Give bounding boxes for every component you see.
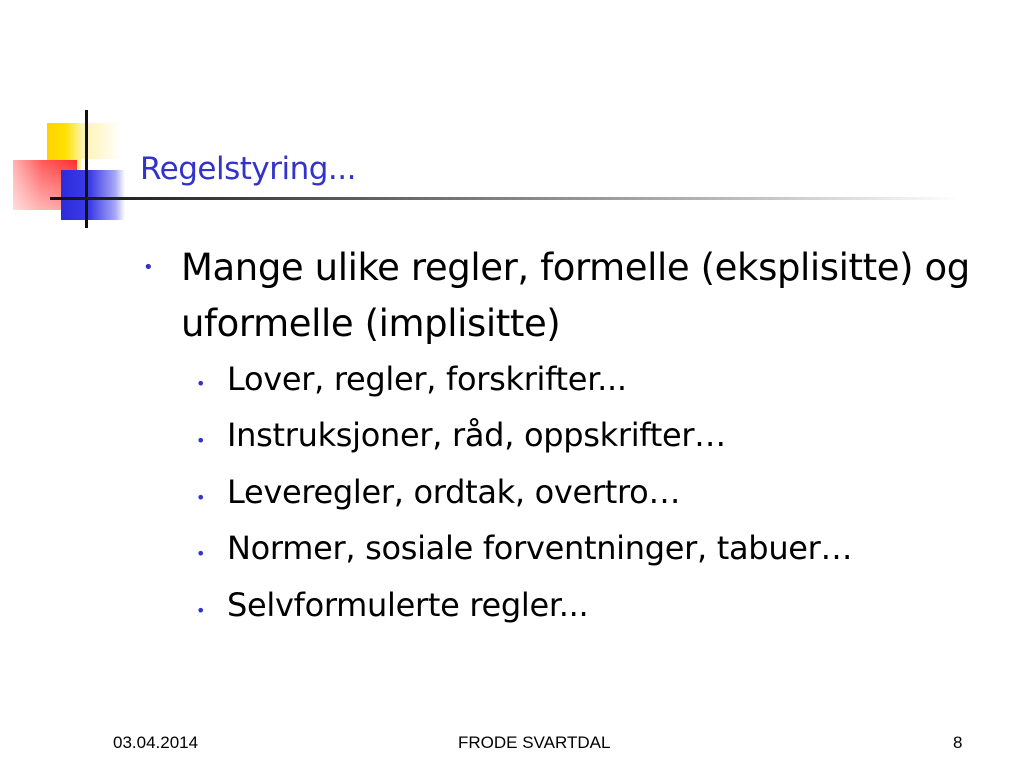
bullet-icon: •: [196, 374, 206, 393]
title-underline: [50, 197, 960, 200]
logo-blue-square: [61, 170, 125, 220]
slide-title: Regelstyring...: [140, 151, 356, 187]
sub-bullet-text: Leveregler, ordtak, overtro…: [227, 473, 681, 511]
bullet-icon: •: [196, 488, 206, 507]
footer-author: FRODE SVARTDAL: [458, 733, 611, 752]
sub-bullet-text: Instruksjoner, råd, oppskrifter…: [227, 416, 726, 454]
main-bullet-text: Mange ulike regler, formelle (eksplisitte) og uformelle (implisitte): [181, 246, 970, 345]
bullet-icon: •: [196, 601, 206, 620]
sub-bullet-text: Lover, regler, forskrifter...: [227, 360, 627, 398]
bullet-icon: •: [143, 257, 154, 278]
bullet-icon: •: [196, 431, 206, 450]
sub-bullet-text: Normer, sosiale forventninger, tabuer…: [227, 529, 853, 567]
footer-date: 03.04.2014: [113, 733, 199, 752]
logo-vertical-line: [85, 110, 88, 228]
bullet-icon: •: [196, 544, 206, 563]
sub-bullet-text: Selvformulerte regler...: [227, 586, 589, 624]
footer-page-number: 8: [953, 733, 963, 752]
